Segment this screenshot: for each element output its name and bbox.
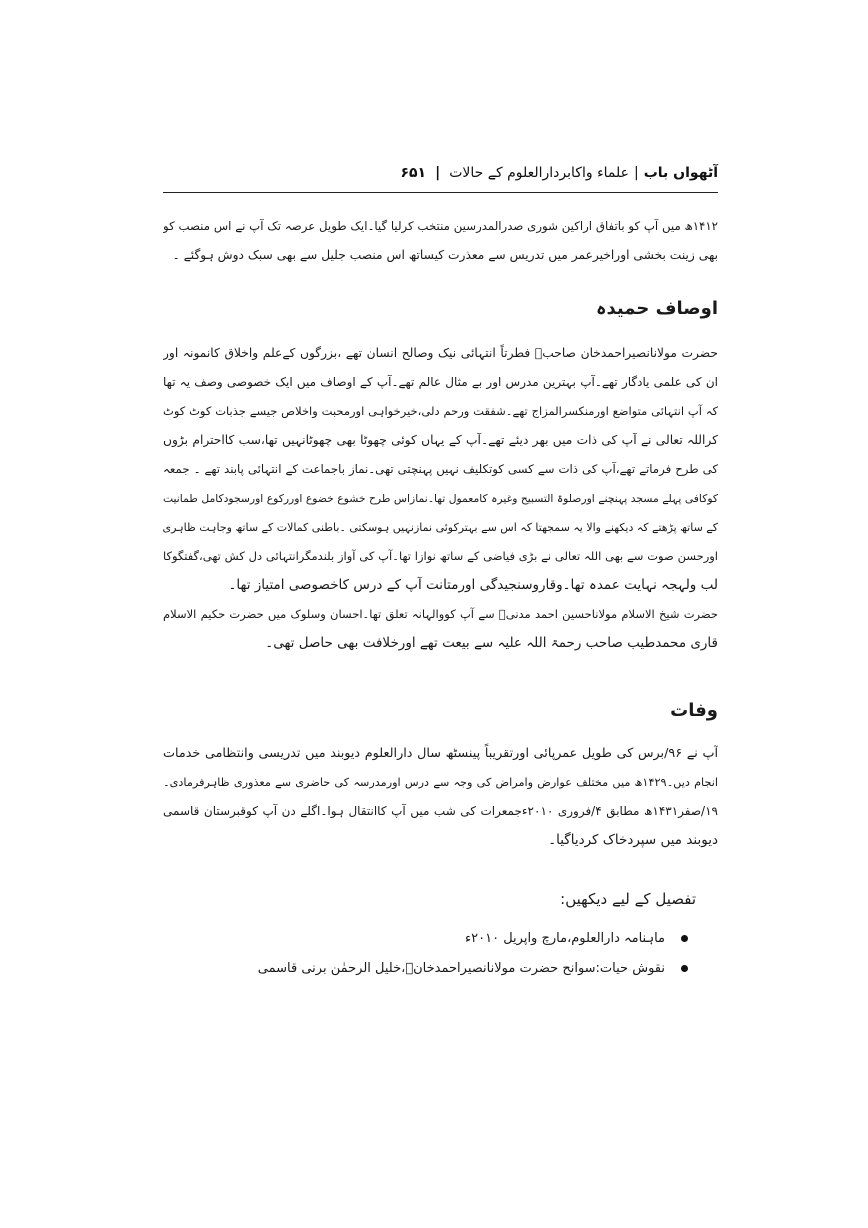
text-line: کے ساتھ پڑھتے کہ دیکھنے والا یہ سمجھتا کہ اس سے بہترکوئی نمازنہیں ہوسکتی ۔باطنی کمالات کے ساتھ وجاہت ظاہری bbox=[163, 521, 718, 534]
header-separator: | bbox=[634, 165, 639, 181]
text-line: حضرت شیخ الاسلام مولاناحسین احمد مدنیؒ سے آپ کووالہانہ تعلق تھا۔احسان وسلوک میں حضرت حکیم الاسلام bbox=[163, 607, 718, 621]
text-line: حضرت مولانانصیراحمدخان صاحبؒ فطرتاً انتہائی نیک وصالح انسان تھے ،بزرگوں کےعلم واخلاق کانمونہ اور bbox=[163, 346, 718, 360]
section-heading-wafat: وفات bbox=[670, 700, 718, 721]
header-chapter: آٹھواں باب bbox=[643, 165, 718, 181]
page-number: ۶۵۱ bbox=[400, 165, 427, 181]
wafat-paragraph bbox=[163, 739, 718, 855]
text-line: ۱۹/صفر۱۴۳۱ھ مطابق ۴/فروری ۲۰۱۰ءجمعرات کی شب میں آپ کاانتقال ہوا۔اگلے دن آپ کوقبرستان قاسمی bbox=[163, 804, 718, 818]
intro-paragraph bbox=[163, 212, 718, 270]
text-line: کہ آپ انتہائی متواضع اورمنکسرالمزاج تھے۔شفقت ورحم دلی،خیرخواہی اورمحبت واخلاص جیسے جذبات کوٹ کوٹ bbox=[163, 404, 718, 418]
text-line: ان کی علمی یادگار تھے۔آپ بہترین مدرس اور بے مثال عالم تھے۔آپ کے اوصاف میں ایک خصوصی وصف یہ تھا bbox=[163, 375, 718, 389]
text-line: دیوبند میں سپردخاک کردیاگیا۔ bbox=[548, 832, 718, 848]
text-line: ۱۴۱۲ھ میں آپ کو باتفاق اراکین شوری صدرالمدرسین منتخب کرلیا گیا۔ایک طویل عرصہ تک آپ نے اس منصب کو bbox=[163, 219, 718, 233]
text-line: آپ نے ۹۶/برس کی طویل عمرپائی اورتقریباً پینسٹھ سال دارالعلوم دیوبند میں تدریسی وانتظامی خدمات bbox=[163, 746, 718, 761]
ausaf-paragraph-2 bbox=[163, 600, 718, 658]
text-line: قاری محمدطیب صاحب رحمۃ اللہ علیہ سے بیعت تھے اورخلافت بھی حاصل تھی۔ bbox=[265, 635, 718, 651]
bullet-icon bbox=[681, 965, 688, 972]
text-line: لب ولہجہ نہایت عمدہ تھا۔وقاروسنجیدگی اورمتانت آپ کے درس کاخصوصی امتیاز تھا۔ bbox=[228, 577, 718, 593]
running-header bbox=[163, 160, 718, 186]
header-separator: | bbox=[435, 165, 441, 181]
references-title: تفصیل کے لیے دیکھیں: bbox=[560, 890, 696, 908]
bullet-icon bbox=[681, 935, 688, 942]
reference-text: ماہنامہ دارالعلوم،مارچ واپریل ۲۰۱۰ء bbox=[465, 931, 665, 946]
text-line: کراللہ تعالی نے آپ کی ذات میں بھر دیئے تھے۔آپ کے یہاں کوئی چھوٹا بھی چھوٹانہیں تھا،سب کااحترام بڑوں bbox=[163, 433, 718, 447]
text-line: کوکافی پہلے مسجد پہنچنے اورصلوۃ التسبیح وغیرہ کامعمول تھا۔نمازاس طرح خشوع خضوع اوررکوع اورسجودکامل طمانیت bbox=[163, 492, 718, 505]
text-line: بھی زینت بخشی اوراخیرعمر میں تدریس سے معذرت کیساتھ اس منصب جلیل سے بھی سبک دوش ہوگئے ۔ bbox=[172, 248, 718, 262]
ausaf-paragraph-1 bbox=[163, 339, 718, 600]
text-line: کی طرح فرماتے تھے،آپ کی ذات سے کسی کوتکلیف نہیں پہنچتی تھی۔نماز باجماعت کے انتہائی پابند تھے ۔ جمعہ bbox=[163, 462, 718, 476]
text-line: انجام دیں۔۱۴۲۹ھ میں مختلف عوارض وامراض کی وجہ سے درس اورمدرسہ کی حاضری سے معذوری ظاہرفرمادی۔ bbox=[163, 776, 718, 789]
header-title: علماء واکابردارالعلوم کے حالات bbox=[449, 165, 629, 181]
text-line: اورحسن صوت سے بھی اللہ تعالی نے بڑی فیاضی کے ساتھ نوازا تھا۔آپ کی آواز بلندمگرانتہائی دل کش تھی،گفتگوکا bbox=[163, 549, 718, 563]
section-heading-ausaf: اوصاف حمیدہ bbox=[595, 298, 718, 319]
references-list bbox=[163, 924, 718, 984]
reference-text: نقوش حیات:سوانح حضرت مولانانصیراحمدخانؒ،خلیل الرحمٰن برنی قاسمی bbox=[257, 961, 665, 976]
header-rule bbox=[163, 192, 718, 193]
list-item bbox=[163, 924, 718, 954]
list-item bbox=[163, 954, 718, 984]
